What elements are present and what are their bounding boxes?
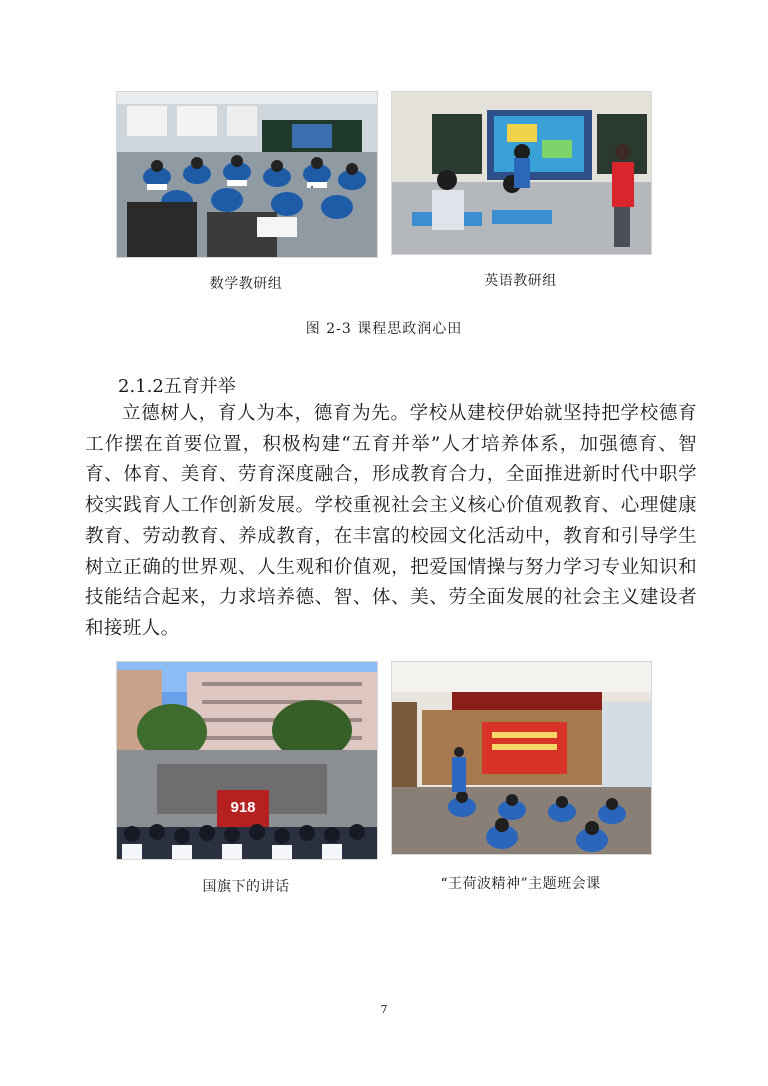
flag-speech-caption: 国旗下的讲话 <box>202 879 290 895</box>
screen-number: 918 <box>230 799 256 816</box>
flag-speech-photo <box>116 661 378 860</box>
section-heading: 2.1.2五育并举 <box>118 376 236 397</box>
section-paragraph: 立德树人，育人为本，德育为先。学校从建校伊始就坚持把学校德育工作摆在首要位置，积极构建“五育并举”人才培养体系，加强德育、智育、体育、美育、劳育深度融合，形成教育合力，全面推进新时代中职学校实践育人工作创新发展。学校重视社会主义核心价值观教育、心理健康教育、劳动教育、养成教育，在丰富的校园文化活动中，教育和引导学生树立正确的世界观、人生观和价值观，把爱国情操与努力学习专业知识和技能结合起来，力求培养德、智、体、美、劳全面发展的社会主义建设者和接班人。 <box>85 403 697 639</box>
english-group-photo <box>391 91 652 255</box>
math-group-caption: 数学教研组 <box>209 276 283 292</box>
figure-title: 图 2-3 课程思政润心田 <box>305 321 463 337</box>
theme-class-caption: “王荷波精神”主题班会课 <box>440 876 601 892</box>
english-group-caption: 英语教研组 <box>484 273 557 289</box>
math-group-photo <box>116 91 378 258</box>
theme-class-photo <box>391 661 652 855</box>
page-number: 7 <box>380 1003 388 1016</box>
